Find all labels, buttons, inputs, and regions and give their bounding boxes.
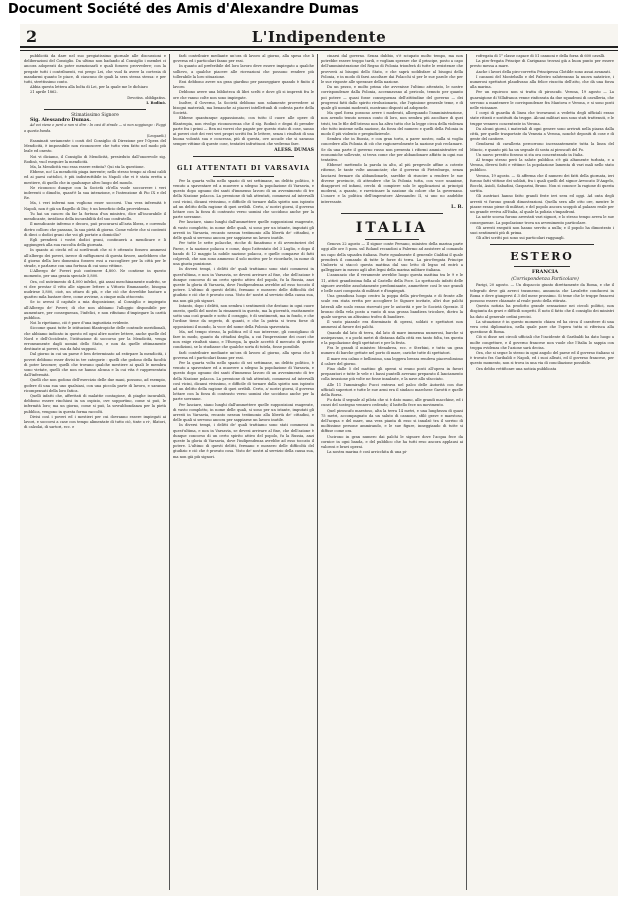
paragraph: Dal giorno in cui un paese è ben determinato ad estirpare la mendicità, i poveri debbono esser divisi in tre categorie : quelli che godono della facoltà di poter lavorare; quelli che trovano qualche mestiere ai quali le membra sono vietate, quelli che non ne hanno alcuna e la cui vita è rappresentata dall'infermità. xyxy=(24,352,166,378)
paragraph: Sembra che in Russia, e con gran torto, a parer nostro, nulla si voglia concedere alla Polonia di ciò che ragionevolmente la nazione può reclamare. Se da una parte il governo russo non presenta i riformi amministrative ed economiche sollevate, si trova come che per abbandonare affatto in ogni suo tentativo. xyxy=(321,137,463,163)
paragraph: Per la quarta volta nello spazio di sei settimane, un delitto politico, è venuto a spaventare ed a muovere a sdegno la popolazione di Varsavia, e questo dopo ognuno dei santi d'immenso lavoro di un avvenimento di tre della Nazione polacca. La pressione di tali attentati, commessi ad intervalli così vicini, dicansi vivissimo, e difficile di tornare dalla spirito non ispirato ad un delitto della ragione di quei orribili. Certo, a' nostri giorni, il governo lottare con la forza di contrasto verso uomini che uccidono anche per la parte sovranne. xyxy=(173,360,314,402)
paragraph: Il vasto piazzale era diseminato di operai, soldati e spettatori non ammessi al favore dei palchi. xyxy=(321,320,463,330)
paragraph: L'Albergo de' Poveri può contenere 4,800. Ne contiene in questo momento, per una grazia speciale 5,800. xyxy=(24,269,166,279)
paragraph: Da un pezzo, e molto prima che avvenisse l'ultimo attentato, le nostre corrispondenze dalla Polonia, accennavano al pericolo, temuto per quanto poi potere — quasi fosse conseguenza dell'attitudine del governo — dei progressi fatti dallo spirito rivoluzionario, che l'opinione generale teme, e di quale gli uomini moderati, mostrano disposti ad adoprarle. xyxy=(321,85,463,111)
paragraph: Ma quel forza possono avere i moderati, allorquando l'amministrazione, non avendo tenuto nessun conto di loro, non sembra più ascoltare di quei tristi, tra le file dell'istesso non ha altro tutto che la legge cieca della violenza che tutto insieme nella nazione, da forza del numero e quelli della Polonia in modo il più violento e pregiudizievole. xyxy=(321,111,463,137)
paragraph: Divisi così i poveri ed i mestieri per cui dovranno essere impiegati ai lavori, e soccorsi a case con tempo alimentate di tutto ciò, tinte o ri-, filatori, di calzolai, di sartori, ecc. e xyxy=(24,414,166,430)
paragraph: Quelli infatti che, affrettati di malattie contagiose, di piaghe incurabili, debbono essere rinchiusi in un ospizio, ove sopportino, come si può, le infermità loro; ma un giorno, come si può, la sovrabbondanza per la pietà pubblica, vengono in questa forma raccolti. xyxy=(24,394,166,414)
paragraph: Esaminati seriamente i conti del Consiglio di Direzione per l'Opera del Mendicità, è impossibile non riconoscere che tutto vien fatto nel modo più leale ed onesto. xyxy=(24,139,166,154)
paragraph: Ora, col nutrimento di 4,000 infelici, già assai meschinamente nudrito, se vi dee prestar il vitto alle signore lettere a Vittorio Emmanuele, bisogna nudrirne 5,800, cioè, un ottavo di più, e che ciò che dovrebbe bastare a quattro mila bastare deve, come avviene, a cinque mila ottocento. xyxy=(24,279,166,300)
letter-formula: Devotiss. obbligatiss. xyxy=(127,95,166,100)
column-rule xyxy=(466,54,467,890)
paragraph: Ebbene quantunque appassionato, con tutto il cuore alle opere di filantropia, non rivolgo riconoscenza che il sig. Rodinò e degni di prender parte fra i primi — Ben mi vorrei che pagate per questo stato di cose, sanno ai poveri cioè dei veri veri propri scritti fra le lettere, senza i risultati di una buona volontà sua e concessa, più di questa, ove accade che si saranno sempre vittime di queste cose, tentativi infruttuosi che vedremo fare. xyxy=(173,116,314,147)
column-1 xyxy=(24,54,166,890)
paragraph: In quanto ai ciechi ed ai sordi-muti che si è ottenuto fossero ammessi all'albergo dei poveri, invece di raffigurarsi di questa favore, anelebbero che il giorno della loro domenica fossero essi a raccogliere per la città per le strade, e parlarne con una fortuna di cui sono vittime. xyxy=(24,248,166,268)
paragraph: Al tempo stesso però la salute pubblica s'è già altamente turbata, e a Verona, diversi fatti e vittime: la popolazione lamenta di vari mali nello stato pubblico. xyxy=(470,158,614,173)
paragraph: I cannoni del Monteballo e del Palestro saluteranno la nuova natatrice, i numerosi spettatori plaudivano alla felice riuscita dell'atto, che dà una forza alla marina. xyxy=(470,74,614,90)
paragraph: farli contribuire mediante un'ora di lavoro al giorno, alla spesa che li governa ed i particolari fanno per essi. xyxy=(173,350,314,360)
addressee: Sig. Alessandro Dumas. xyxy=(30,118,91,124)
paragraph: Ma, nel tempo stesso, la politica ed il suo interesse, gli consigliano di fare in modo, quanto da cittadini deglia, a cui l'impressione dei cuori che non esige risultati siano, e l'Europa, la quale accettò il mercato di queste condizioni, se lo studiasse che qualche sorta di tutela, fosse possibile. xyxy=(173,329,314,350)
paragraph: Quel piroscafo maestoso, alta la terra 14 metri, e una lunghezza di quasi 75 metri, accompagnato da un saluto di cannone, sfilò grave e maestoso, dell'acqua e del mare, una vera pianta di esso si innalzò tra il sorriso di moltissime persone ammirando, e le sue figure, inneggiando di tutte si diffuse come ora. xyxy=(321,408,463,434)
paragraph: Inoltre, il Governo, la Società debbono non solamente provvedere ai bisogni materiali, ma benanche ai piaceri intellettuali di codesta parte della Società. xyxy=(173,100,314,116)
paragraph: Intanto, dopo i delitti, non sembra i sentimenti che destano in ogni cuore onesto, quelli del nostro la rimanenti in questo, ma la gioventù, esattamente sotto una così grande e sotto il coraggio, è di sentimenti, ma in fondo, e che l'ordine tiene da segreto, di quanti, e che la patria si trova forse di opposizioni il mondo, la voce del nome della Polonia spaventata. xyxy=(173,303,314,329)
paragraph: Quando dal lato di terra, dal lato di mare immensa numerosi, barche si assiepavano, e a pochi metri di distanza dalla città era tanto folta, tra questa e la popolazione degli spettatori e per la festa. xyxy=(321,330,463,345)
paragraph: Il mare era calmo e bellissimo, una leggera brezza rendeva piacevolissimo il calore del giorno. xyxy=(321,356,463,366)
paragraph: Un nuovo prestito forzoso si sta ora concentrando in Italia. xyxy=(476,152,584,157)
article-signature: ALESS. DUMAS xyxy=(274,147,314,153)
article-signature: L. B. xyxy=(451,204,463,210)
subsection-note: (Corrispondenza Particolare) xyxy=(511,277,579,283)
paragraph: Per lasciare, siano lunghi dall'ammettere quelle supposizioni esagerate, di vasto complotto, in nome delle quali, si sono per un istante, imputati gli arresti in Varsavia, recanto nessun testimonio alla libertà de' cittadini, e delle quali si servono ancora per sappiarne un lavoro inutile. xyxy=(173,220,314,241)
paragraph: Gli austriaci hanno fatto grandi feste ieri sera ed oggi. Ad onta degli arresti vi furono grandi dimostrazioni. Quella sera alle otto ore, mentre le piazze erano piene di militari, e del popolo ancora scoppiò al palazzo reale per un grande evviva all'Italia, al quale la polizia s'impadronì. xyxy=(470,194,614,215)
paragraph: La notte scorsa furono arrestati vari signori, e lo stesso tempo aveva le sue conseguenze. La popolazione trova un avvenimento particolare. xyxy=(470,215,614,225)
paragraph: La piro-fregata Principe di Carignano trovasi già a buon punto per essere presto messa a mare. xyxy=(470,59,614,69)
paragraph: Per tutte le sette polacche, ricche di fanatismo e di avventurieri del Paese, e la nazione polacca e come, dopo l'attentato del 3 Luglio, e dopo il bando di 12 maggio la nobile nazione polacca, e quelle comparse di fatti colpevoli, che non sono ammesso il solo motivo per le ricordarle, in nome di una giusta punizione. xyxy=(173,241,314,267)
paragraph: Ma, la Mendicità vuo essa essere estinta? Qui sta la questione. xyxy=(30,165,145,170)
paragraph: Il mendicante infermo e decoro, può procurarsi all'aria libera, e correndo dietro colloro che passano, la sua pietà di giorno. Come volete che si contenti di dieci o dodici grani che voi gli portate a domicilio? xyxy=(24,222,166,237)
divider xyxy=(490,244,594,245)
section-title: ITALIA xyxy=(355,220,429,237)
paragraph: farli contribuire mediante un'ora di lavoro al giorno, alla spesa che li governa ed i particolari fanno per essi. xyxy=(173,54,314,64)
page-number: 2 xyxy=(26,27,38,46)
paragraph: Anche i lavori della piro-corvetta Principessa Clotilde sono assai avanzati. xyxy=(476,69,611,74)
paragraph: Questa notizia ha prodotto grande sensazione nei circoli politici, non disgiunta da gravi e difficili sospetti. È noto il fatto che il consiglio dei ministri ha dato al generale ordini precisi. xyxy=(470,304,614,319)
paragraph: Gendarmi di cavalleria percorrono incessantemente tutta la linea del Mincio, e quanto più ha un segnale di sosta ai piroscafi del Po. xyxy=(470,142,614,152)
section-title: GLI ATTENTATI DI VARSAVIA xyxy=(176,163,311,172)
paragraph: Ora debbo rettificare una notizia pubblicata xyxy=(476,366,557,371)
paragraph: Fu data il segnale al pilota che si è dato mano, alle grandi macchine, ed i cunei del sostegno vennero cedendo; il battello fece un movimento. xyxy=(321,398,463,408)
paragraph: Tu hai un cancro da far la fortuna d'un ministro, dice all'incurabile il mendicante, invidioso della incurabilità del suo confratello. xyxy=(24,211,166,222)
epigraph: Ad voi viene e però a non vi dire : In casi di strada — si non soggiungo : Fuggi a questa banda. xyxy=(24,123,166,133)
paragraph: Fino dalle 5 del mattino gli operai si erano posti all'opera in favori preparatori e tutte le vele e i bassi puntelli avevano preparato il lanciamento colla invasione più volte ne fosse innalzate, e la nave allo sfacciato. xyxy=(321,366,463,382)
paragraph: Per la quarta volta nello spazio di sei settimane, un delitto politico, è venuto a spaventare ed a muovere a sdegno la popolazione di Varsavia, e questo dopo ognuno dei santi d'immenso lavoro di un avvenimento di tre della Nazione polacca. La pressione di tali attentati, commessi ad intervalli così vicini, dicansi vivissimo, e difficile di tornare dalla spirito non ispirato ad un delitto della ragione di quei orribili. Certo, a' nostri giorni, il governo lottare con la forza di contrasto verso uomini che uccidono anche per la parte sovranne. xyxy=(173,178,314,220)
paragraph: Quelli che non godono dell'esercizio delle due mani, possono, ad esempio, godere di una sua uno qualsiasi, con una piccola parte di lavoro, e saranno ricompensati della loro fatica. xyxy=(24,378,166,393)
paragraph: In diversi tempi, i delitti de' quali trattiamo sono stati commessi in quest'ultima, e non in Varsavia, se devesi arrivare al fine, che dell'azione è dunque concorso di un certo spirito attivo del popolo, fu la Russia, anzi queste la gloria di Varsavia, dove l'indipendenza avrebbe ad esso toccato il potere. L'ultimo di questi delitti, fermano e mossero delle difficoltà del giudizio e ciò che è provato cosa. Visto de' nostri al servizio della causa sua, ma non già più signori. xyxy=(173,267,314,303)
masthead-rule-thin xyxy=(20,50,618,51)
paragraph: Uscirono in gran numero dai palchi le signore dove l'acqua fece da cornice in ogni banda, e del pubblico che ha tutti reso ancora applausi ai valorosi e bravi operai. xyxy=(321,434,463,450)
column-rule xyxy=(169,54,170,890)
divider xyxy=(193,156,294,157)
column-rule xyxy=(317,54,318,890)
letter-date: 21 aprile 1862. xyxy=(30,90,58,95)
paragraph: Parigi, 20 agosto. — Un dispaccio giunto direttamente da Roma, e che il telegrafo deve già averci trasmesso, annuncia che Lavalette conducesi in Roma e deve giungervi il 3 del mese prossimo. Si teme che le truppe francesi possono essere chiamate al reale posto della ritirata. xyxy=(470,283,614,303)
epigraph-source: (Leopardi.) xyxy=(146,133,166,138)
paragraph: Ne riconosco dunque con la Società ch'ella vuole soccorrere i veri indeventi o dimolto, quant'è la sua intenzione, e l'intenzione di Pio IX e del Re. xyxy=(24,185,166,201)
subsection-title: FRANCIA xyxy=(531,269,559,276)
paragraph: Alle 11 l'ammiraglio Pucci entrava nel palco delle Autorità con due ufficiali superiori e tutte le sue armi era il sindaco marchese Gavotti e quelle della Borsa. xyxy=(321,382,463,397)
paragraph: Fra le grandi il ministro Menabrea, ecc. e Sterbini, e tutto un gran numero di barche gettate nel porto di mare, cariche tutte di spettatori. xyxy=(321,346,463,356)
divider xyxy=(44,109,146,110)
paragraph: Una grandiosa luogo centro la poppa della piro-fregata e di fronte alle scale era stata eretta per accogliere le Signore invitate, altri due palchi laterali alle scalo erano riservati per le autorità e per le Società Operaie. Il bronzo della vela posto a vanto di una grossa bandiera tricolore, dietro la quale sorgeva un altissimo trofeo di bandiere. xyxy=(321,294,463,319)
paragraph: Gli altri scritti poi sono sui particolari ragguagli. xyxy=(476,236,565,241)
newspaper-title: L'Indipendente xyxy=(251,28,387,46)
paragraph: I corpi di guardia di linea che trovavansi a vedetta degli ufficiali erano state ritirati e sostituiti da truppe. Alcuni militari non sono stati trattenuti, e le truppe vennero concentrate in Verona. xyxy=(470,111,614,126)
paragraph: cinarsi dal governo. Senza dubbio, s'è sciupato molto tempo, ma non potrebbe essere troppo tardi, e vogliam sperare che il principe, posto a capo dell'amministrazione del Regno di Polonia trionferà di tutte le resistenze che provverà ai bisogni dello Stato, e che saprà soddisfare al bisogni della Polonia, e in modo di farsi ascoltare dai Polacchi sì per le sue parole che per le sue risposte alle speranze della nazione. xyxy=(321,54,463,85)
document-header: Document Société des Amis d'Alexandre Dumas xyxy=(8,2,359,17)
paragraph: Ora, che si segue lo stesso in ogni angolo del paese ed il governo italiano si è trovato fra Garibaldi e Napoli, ed i suoi alleati, ed il governo francese, per questo momento, non si trova in una via di conciliazione possibile. xyxy=(470,350,614,366)
divider xyxy=(365,239,419,240)
column-3 xyxy=(321,54,463,890)
paragraph: L'annunzio che il veramente avrebbe luogo questa mattina tra le 9 e le 11, attirò grandissima folla al Castello della Foce. Lo spettacolo infatti delle signore avrebbe assolutamente predominante, ammettere così le sue grandi e belle navi composta di militari e d'impiegati. xyxy=(321,273,463,293)
paragraph: Se io avessi il capitale a mia disposizione, al Consiglio e impiegato all'Albergo de' Poveri; di che non abbiamo l'alloggio disponibile per aumentare, per conseguenza, l'infelici, e non rifiutano d'impiegare la carità pubblica. xyxy=(24,300,166,320)
paragraph: Abbia questa lettera alla bolta di Lei, per la quale me le dichiaro xyxy=(30,85,148,90)
paragraph: In diversi tempi, i delitti de' quali trattiamo sono stati commessi in quest'ultima, e non in Varsavia, se devesi arrivare al fine, che dell'azione è dunque concorso di un certo spirito attivo del popolo, fu la Russia, anzi queste la gloria di Varsavia, dove l'indipendenza avrebbe ad esso toccato il potere. L'ultimo di questi delitti, fermano e mossero delle difficoltà del giudizio e ciò che è provato cosa. Visto de' nostri al servizio della causa sua, ma non già più signori. xyxy=(173,423,314,459)
paragraph: Essi debbono avere un gran giardino per passeggiare quando è finito il lavoro. xyxy=(173,80,314,90)
paragraph: Egli prenderà i vostri dodici grani, continuerà a mendicare e li aggiungerà alla sua raccolta della giornata. xyxy=(24,237,166,248)
paragraph: Ebbene, no! La mendicità piaga inerente; nello stesso tempo ai climi caldi ed ai paesi cattolici, è più indistruttibile in Napoli che vi è stata eretta a mestiere, di quello che in qualunque altro luogo del mondo. xyxy=(24,170,166,185)
paragraph: In quanto ad preferibile del loro lavoro deve essere impiegato a qualche sollievo, a qualche piacere alle ricreazioni che possono rendere più tollerabile la loro situazione. xyxy=(173,64,314,79)
paragraph: Per un equivoco non si tratta di piroscafo. Verona, 19 agosto — La guarnigione di Villafranca venne rinforzata da due squadroni di cavalleria, che servono a mantenere le corrispondenze fra Mantova e Verona, e si sono posti nelle vicinanze. xyxy=(470,90,614,111)
divider xyxy=(213,176,274,177)
paragraph: Noi lo ripetiamo, ciò è pure d'una ingiustizia evidente. xyxy=(30,321,130,326)
paragraph: Genova 22 agosto — Il signor conte Persano, ministro della marina parte oggi alle ore 5 pom. sul Roland recandosi a Palermo ad assistere al comando un capo della squadra italiana. Parte egualmente il generale Cialdini il quale prenderà il comando di tutte le forze di terra. La piro-fregata Principe Umberto si staccò questa mattina dal suo letto di legno ed entrò a galleggiare in mezzo agli altri legni della marina militare italiana. xyxy=(321,242,463,273)
paragraph: Gli arresti eseguiti non hanno servito a nulla; e il popolo ha dimostrato i suoi sentimenti più di prima. xyxy=(470,225,614,235)
paragraph: Ebbene! mettendo la parola in alto, al più pregevole affine a coteste riforme, le tante volte annunciate; che il governo di Pietroburgo, senza lasciarsi fermare da abbandonarle, sarebbe di riuscire a rendere le sue diverse provincie, di attendere che la Polonia tutta, con voce unanime, disapprovi ed infami, cerchi di compiere solo le applicazioni ai principii moderni, a quanto, e ravvicinare la nazione da colore che la governano. L'onore e la politica dell'imperatore Alessandro II, si uno no andebbe interessate. xyxy=(321,163,463,204)
salutation: Stimatissimo Signore xyxy=(71,113,119,119)
paragraph: Per lasciare, siano lunghi dall'ammettere quelle supposizioni esagerate, di vasto complotto, in nome delle quali, si sono per un istante, imputati gli arresti in Varsavia, recanto nessun testimonio alla libertà de' cittadini, e delle quali si servono ancora per sappiarne un lavoro inutile. xyxy=(173,402,314,423)
letter-signature: I. Rodinò. xyxy=(146,100,166,105)
paragraph: Siccome quasi tutte le istituzioni filantropiche delle contrade meridionali, che abbiamo indicato in questo ed ogni altre nostre lettere, anche quelle del Nord e dell'Occidente, l'istituzione di soccorso per la Mendicità, venga erroneamente dagli uomini dello Stato, e non da quelle ottimamente destinate ai poveri, ma da falsi supponi. xyxy=(24,326,166,352)
paragraph: rofregata di 1° classe capace di 51 cannoni e della forza di 600 cavalli. xyxy=(476,54,606,58)
paragraph: Verona, 19 agosto. — Si afferma che il numero dei fatti della giornata, ieri furono fatti vittime dei soldati, fra i quali quelli del signor Avvocato D'Angelo, Bocchi, Asioli, Sabadini, Gasparini, Bruno. Non si conosce la ragione di questa sortita. xyxy=(470,173,614,194)
paragraph: pubblicità da dare nel suo pregiatissimo giornale alle discussioni e deliberazioni del Consiglio. Da ultimo non badando al Consiglio i membri ci ancora adoperati da poter menzionarli e quali fossero provvedere; con la pregate tutti i contribuenti, voi prego Lei, che vuol fa avere la cortesia di mandarmi quanto le piace, di ciascuno de quali la sera stessa stessa: e per tutti, strettissimo conto. xyxy=(24,54,166,85)
masthead-rule xyxy=(20,46,618,48)
divider xyxy=(341,213,443,214)
section-title: ESTERO xyxy=(510,250,574,264)
paragraph: Da alcuni giorni, i materiali di ogni genere sono arrivati nella piazza dalla città, per quelle trasportate da Venezia a Verona, nonché depositi di cose e di gente del cantiere. xyxy=(470,126,614,142)
paragraph: La nostra marina è così arricchita di una pi- xyxy=(327,450,408,455)
paragraph: Noi vi diciamo, il Consiglio di Mendicità, presieduto dall'onorevole sig. Rodinò, vuol eseguire la mendicità. xyxy=(24,154,166,164)
column-2 xyxy=(173,54,314,890)
divider xyxy=(514,266,570,267)
masthead xyxy=(20,24,618,46)
column-4 xyxy=(470,54,614,890)
paragraph: Debbono avere una biblioteca di libri scelti e dove gli si impresti fra le ore che vanno colte non sono impiegate. xyxy=(173,90,314,100)
paragraph: La situazione è in questo momento chiara ed ha circa il carattere di una vera crisi diplomatica, nella quale pare che l'opera tutta si riferisca alla questione di Roma. xyxy=(470,319,614,335)
paragraph: Ciò si disse nei circoli ufficiali che l'incidente di Garibaldi ha dato luogo a molte congetture, e il governo francese non vuole che l'Italia lo sappia con troppa evidenza che l'azione sarà decisa. xyxy=(470,335,614,350)
paragraph: Ma, i veri infermi non vogliono esser soccorsi. Una vera infermità è Napoli, non è già un flagello di Dio; è un beneficio della provvidenza. xyxy=(24,201,166,211)
newspaper-page xyxy=(20,24,618,896)
